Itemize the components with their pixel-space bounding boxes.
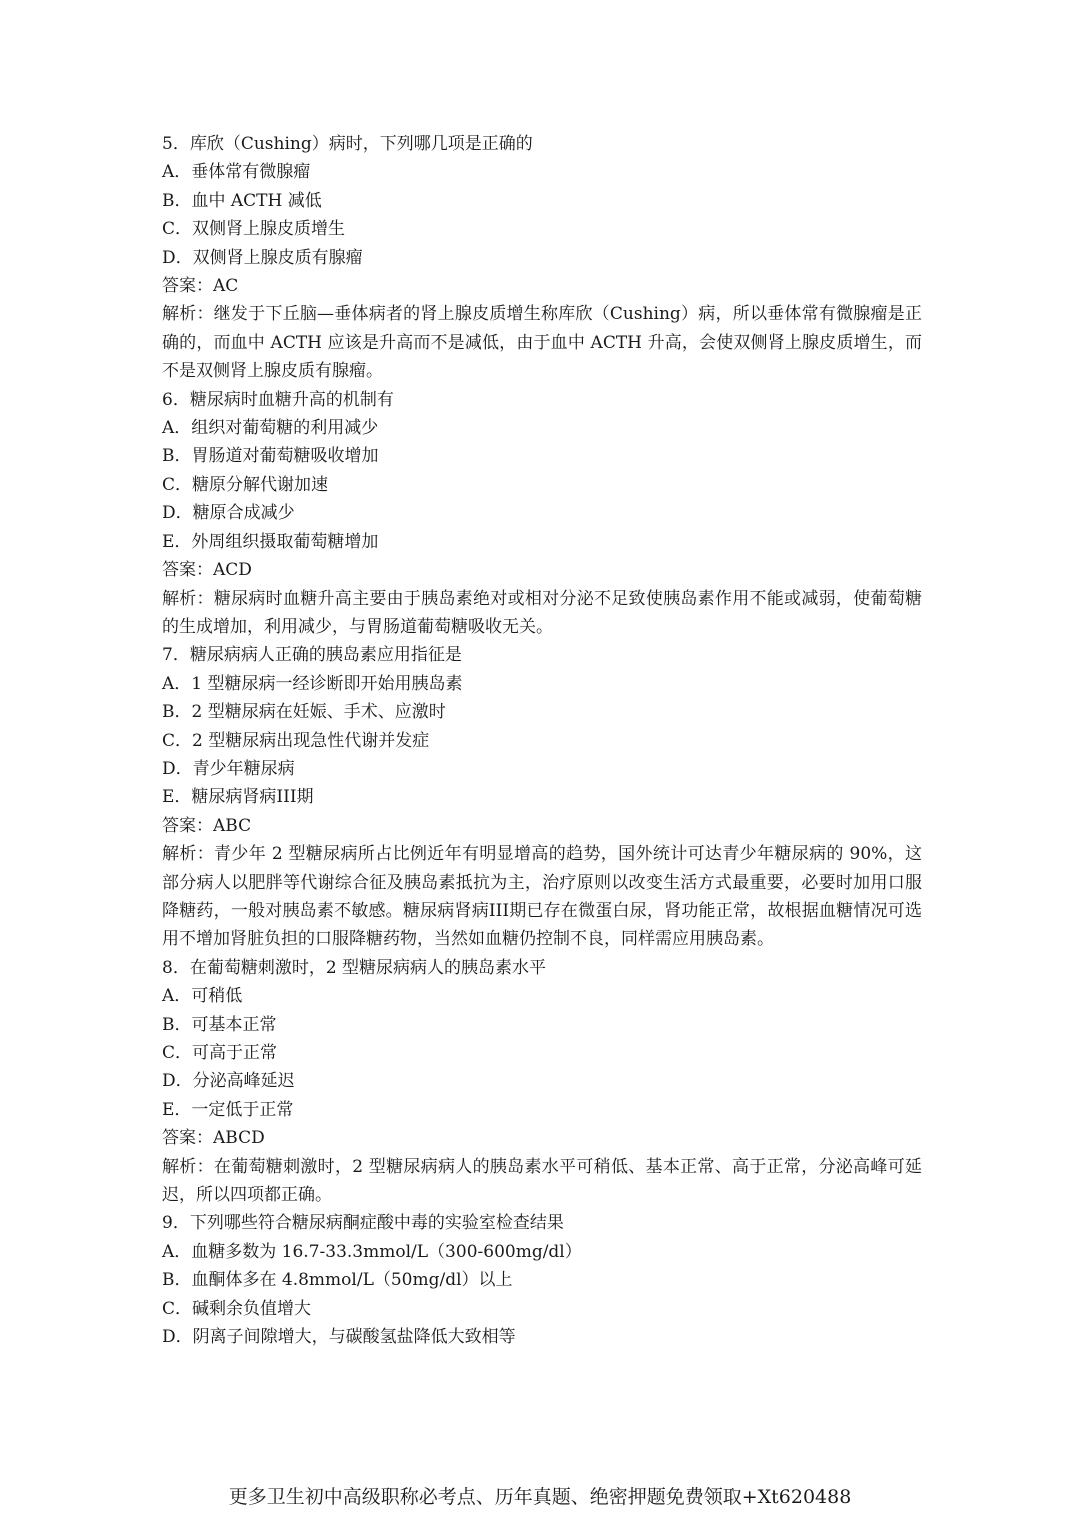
question-stem: 6．糖尿病时血糖升高的机制有 — [162, 389, 394, 410]
question-block — [162, 641, 922, 953]
analysis-paragraph: 解析：继发于下丘脑—垂体病者的肾上腺皮质增生称库欣（Cushing）病，所以垂体常有微腺瘤是正确的，而血中 ACTH 应该是升高而不是减低，由于血中 ACTH 升高，会使双侧肾上腺皮质增生，而不是双侧肾上腺皮质有腺瘤。 — [162, 304, 922, 382]
question-stem: 5．库欣（Cushing）病时，下列哪几项是正确的 — [162, 134, 533, 154]
option-item: A．垂体常有微腺瘤 — [162, 162, 311, 183]
option-item: A．可稍低 — [162, 986, 243, 1007]
option-item: B．血酮体多在 4.8mmol/L（50mg/dl）以上 — [162, 1270, 513, 1291]
option-item: D．双侧肾上腺皮质有腺瘤 — [162, 247, 363, 268]
document-page — [162, 130, 922, 1351]
option-item: B．血中 ACTH 减低 — [162, 190, 322, 211]
question-block — [162, 130, 922, 386]
option-item: E．一定低于正常 — [162, 1099, 294, 1120]
option-item: D．糖原合成减少 — [162, 503, 295, 524]
option-item: B．胃肠道对葡萄糖吸收增加 — [162, 446, 379, 467]
option-item: B．可基本正常 — [162, 1014, 277, 1035]
option-item: C．双侧肾上腺皮质增生 — [162, 219, 346, 240]
analysis-paragraph: 解析：糖尿病时血糖升高主要由于胰岛素绝对或相对分泌不足致使胰岛素作用不能或减弱，使葡萄糖的生成增加，利用减少，与胃肠道葡萄糖吸收无关。 — [162, 588, 922, 637]
answer-line: 答案：AC — [162, 276, 239, 297]
option-item: A．血糖多数为 16.7-33.3mmol/L（300-600mg/dl） — [162, 1241, 582, 1262]
option-item: D．青少年糖尿病 — [162, 758, 295, 779]
analysis-paragraph: 解析：在葡萄糖刺激时，2 型糖尿病病人的胰岛素水平可稍低、基本正常、高于正常，分泌高峰可延迟，所以四项都正确。 — [162, 1156, 922, 1206]
question-block — [162, 1209, 922, 1351]
analysis-paragraph: 解析：青少年 2 型糖尿病所占比例近年有明显增高的趋势，国外统计可达青少年糖尿病的 90%，这部分病人以肥胖等代谢综合征及胰岛素抵抗为主，治疗原则以改变生活方式最重要，必要时加用口服降糖药，一般对胰岛素不敏感。糖尿病肾病III期已存在微蛋白尿，肾功能正常，故根据血糖情况可选用不增加肾脏负担的口服降糖药物，当然如血糖仍控制不良，同样需应用胰岛素。 — [162, 844, 922, 950]
option-item: C．碱剩余负值增大 — [162, 1298, 312, 1319]
question-stem: 7．糖尿病病人正确的胰岛素应用指征是 — [162, 645, 462, 666]
question-stem: 8．在葡萄糖刺激时，2 型糖尿病病人的胰岛素水平 — [162, 957, 547, 978]
option-item: D．阴离子间隙增大，与碳酸氢盐降低大致相等 — [162, 1327, 516, 1348]
option-item: C．糖原分解代谢加速 — [162, 474, 329, 495]
question-stem: 9．下列哪些符合糖尿病酮症酸中毒的实验室检查结果 — [162, 1213, 564, 1234]
promo-footer: 更多卫生初中高级职称必考点、历年真题、绝密押题免费领取+Xt620488 — [228, 1486, 852, 1508]
option-item: E．糖尿病肾病III期 — [162, 787, 314, 808]
option-item: A．1 型糖尿病一经诊断即开始用胰岛素 — [162, 673, 463, 694]
question-block — [162, 386, 922, 642]
option-item: C．2 型糖尿病出现急性代谢并发症 — [162, 730, 430, 751]
answer-line: 答案：ABCD — [162, 1128, 265, 1149]
option-item: B．2 型糖尿病在妊娠、手术、应激时 — [162, 702, 446, 723]
answer-line: 答案：ACD — [162, 560, 252, 581]
answer-line: 答案：ABC — [162, 815, 252, 836]
option-item: D．分泌高峰延迟 — [162, 1071, 295, 1092]
option-item: E．外周组织摄取葡萄糖增加 — [162, 531, 379, 552]
option-item: A．组织对葡萄糖的利用减少 — [162, 418, 379, 439]
question-block — [162, 954, 922, 1210]
option-item: C．可高于正常 — [162, 1043, 278, 1063]
